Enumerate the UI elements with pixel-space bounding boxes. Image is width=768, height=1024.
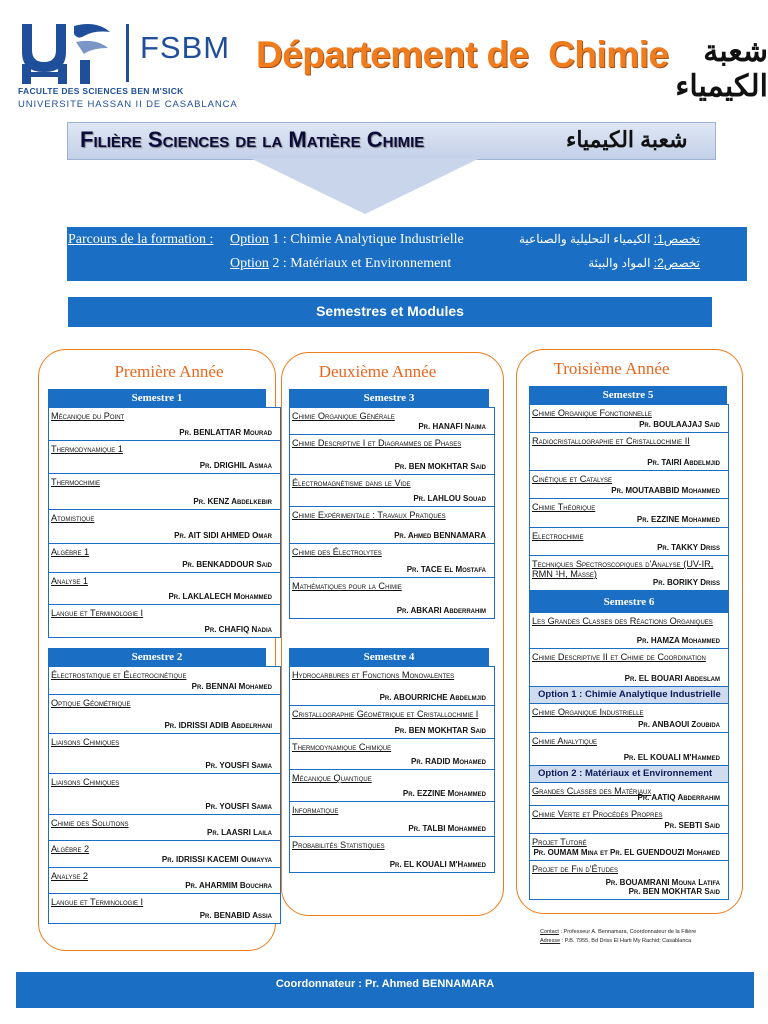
module-item — [290, 578, 494, 618]
option-1-label: Option 1 : Chimie Analytique Industrielle — [530, 687, 728, 704]
footer-coordinator: Coordonnateur : Pr. Ahmed BENNAMARA — [16, 972, 754, 1008]
module-name: Langue et Terminologie I — [51, 608, 144, 618]
module-professor: Pr. YOUSFI Samia — [205, 802, 272, 811]
module-professor: Pr. EZZINE Mohammed — [636, 515, 720, 524]
module-professor: Pr. EZZINE Mohammed — [402, 789, 486, 798]
module-name: Électromagnétisme dans le Vide — [292, 478, 411, 488]
module-item — [530, 556, 728, 591]
module-name: Cinétique et Catalyse — [532, 474, 613, 484]
module-professor: Pr. TAIRI Abdelmjid — [647, 458, 720, 467]
semestre-3-modules — [289, 407, 495, 619]
module-item — [530, 783, 728, 806]
module-name: Analyse 2 — [51, 871, 89, 881]
module-name: Mécanique du Point — [51, 411, 125, 421]
module-name: Radiocristallographie et Cristallochimie II — [532, 436, 690, 446]
semestre-4-header: Semestre 4 — [289, 648, 489, 667]
module-professor: Pr. BENLATTAR Mourad — [179, 428, 272, 437]
faculty-logo — [14, 18, 244, 113]
module-name: Chimie Verte et Procédés Propres — [532, 809, 663, 819]
university-name: UNIVERSITE HASSAN II DE CASABLANCA — [18, 99, 238, 110]
module-professor: Pr. OUMAM Mina et Pr. EL GUENDOUZI Mohamed — [533, 848, 720, 857]
address-label: Adresse — [540, 938, 561, 944]
module-item — [290, 706, 494, 739]
module-item — [290, 667, 494, 706]
module-item — [530, 433, 728, 471]
module-item — [290, 837, 494, 872]
module-professor: Pr. KENZ Abdelkebir — [193, 497, 272, 506]
contact-text: : Professeur A. Bennamara, Coordonnateur de la Filière — [558, 929, 697, 935]
module-item — [49, 441, 280, 474]
module-name: Chimie Descriptive II et Chimie de Coordination — [532, 652, 706, 662]
module-item — [49, 573, 280, 605]
semestre-3-header: Semestre 3 — [289, 389, 489, 408]
module-item — [49, 544, 280, 573]
module-professor: Pr. BOUAMRANI Mouna Latifa Pr. BEN MOKHTAR Said — [605, 878, 720, 896]
option-2-label: Option 2 : Matériaux et Environnement — [530, 766, 728, 783]
module-item — [290, 475, 494, 507]
module-professor: Pr. RADID Mohamed — [411, 757, 486, 766]
module-item — [530, 528, 728, 556]
year-1-title: Première Année — [114, 362, 224, 381]
module-professor: Pr. TAKKY Driss — [657, 543, 720, 552]
module-name: Hydrocarbures et Fonctions Monovalentes — [292, 670, 455, 680]
year-3-title: Troisième Année — [553, 359, 670, 378]
module-professor: Pr. ANBAOUI Zoubida — [638, 720, 720, 729]
option-1 — [230, 232, 464, 248]
module-professor: Pr. LAHLOU Souad — [413, 494, 486, 503]
module-name: Electrochimie — [532, 531, 584, 541]
option-1-ar-label: تخصص1: — [653, 232, 700, 246]
option-1-ar-text: الكيمياء التحليلية والصناعية — [519, 232, 654, 246]
module-name: Probabilités Statistiques — [292, 840, 385, 850]
year-2-title: Deuxième Année — [318, 362, 437, 381]
semestre-1-modules — [48, 407, 281, 638]
module-name: Langue et Terminologie I — [51, 897, 144, 907]
uh2-logo-icon — [18, 20, 118, 86]
module-professor: Pr. SEBTI Said — [664, 821, 720, 830]
module-item — [530, 704, 728, 733]
module-professor: Pr. LAKLALECH Mohammed — [168, 592, 272, 601]
module-name: Informatique — [292, 805, 339, 815]
option-2-ar-text: المواد والبيئة — [588, 256, 654, 270]
module-professor: Pr. TACE El Mostafa — [406, 565, 486, 574]
module-professor: Pr. BENNAI Mohamed — [191, 682, 272, 691]
module-item — [49, 474, 280, 510]
option-2-text: 2 : Matériaux et Environnement — [268, 256, 452, 271]
option-word: Option — [230, 232, 269, 247]
module-item — [49, 894, 280, 923]
contact-line — [540, 928, 696, 937]
module-item — [290, 770, 494, 802]
semestre-5-header: Semestre 5 — [529, 386, 727, 405]
module-name: Techniques Spectroscopiques d'Analyse (UV-IR, RMN ¹H, Masse) — [532, 559, 714, 579]
module-name: Électrostatique et Électrocinétique — [51, 670, 187, 680]
module-item — [49, 667, 280, 695]
semestre-4-modules — [289, 666, 495, 873]
module-name: Thermodynamique Chimique — [292, 742, 392, 752]
module-name: Chimie des Solutions — [51, 818, 129, 828]
module-item — [49, 734, 280, 774]
option-2 — [230, 256, 451, 272]
module-professor: Pr. DRIGHIL Asmaa — [199, 461, 272, 470]
semestre-1-header: Semestre 1 — [48, 389, 266, 408]
page-title-ar: شعبة الكيمياء — [566, 127, 688, 152]
module-professor: Pr. LAASRI Laila — [207, 828, 272, 837]
semestre-6-header: Semestre 6 — [530, 591, 728, 613]
module-professor: Pr. ABOURRICHE Abdelmjid — [379, 693, 486, 702]
module-item — [530, 471, 728, 499]
module-name: Analyse 1 — [51, 576, 89, 586]
module-name: Algèbre 2 — [51, 844, 90, 854]
module-name: Liaisons Chimiques — [51, 777, 120, 787]
module-name: Chimie Théorique — [532, 502, 596, 512]
module-professor: Pr. EL KOUALI M'Hammed — [623, 753, 720, 762]
module-professor: Pr. AATIQ Abderrahim — [637, 793, 720, 802]
module-item — [530, 649, 728, 687]
module-professor: Pr. AHARMIM Bouchra — [185, 881, 272, 890]
module-name: Algèbre 1 — [51, 547, 90, 557]
page-title: Filière Sciences de la Matière Chimie — [80, 127, 425, 152]
module-professor: Pr. BENKADDOUR Said — [182, 560, 272, 569]
module-name: Thermochimie — [51, 477, 100, 487]
contact-label: Contact — [540, 929, 559, 935]
module-professor: Pr. AIT SIDI AHMED Omar — [174, 531, 272, 540]
semestre-5-modules — [529, 404, 729, 900]
module-item — [530, 499, 728, 528]
down-arrow-icon — [250, 158, 480, 214]
module-name: Chimie Organique Industrielle — [532, 707, 644, 717]
module-professor: Pr. CHAFIQ Nadia — [204, 625, 272, 634]
module-name: Liaisons Chimiques — [51, 737, 120, 747]
module-item — [49, 774, 280, 815]
module-name: Les Grandes Classes des Réactions Organiques — [532, 616, 713, 626]
module-name: Mécanique Quantique — [292, 773, 372, 783]
module-item — [290, 802, 494, 837]
module-name: Optique Géométrique — [51, 698, 131, 708]
option-2-ar — [510, 256, 700, 270]
semestres-banner: Semestres et Modules — [68, 297, 712, 327]
module-professor: Pr. EL BOUARI Abdeslam — [624, 674, 720, 683]
module-item — [49, 841, 280, 868]
module-professor: Pr. MOUTAABBID Mohammed — [611, 486, 720, 495]
module-professor: Pr. BEN MOKHTAR Said — [394, 726, 486, 735]
module-name: Mathématiques pour la Chimie — [292, 581, 402, 591]
department-title: Département de Chimie — [256, 34, 669, 75]
module-item — [530, 806, 728, 834]
address-line — [540, 937, 696, 946]
module-professor: Pr. IDRISSI KACEMI Oumayya — [161, 855, 272, 864]
module-name: Chimie Descriptive I et Diagrammes de Phases — [292, 438, 462, 448]
department-title-ar: شعبة الكيمياء — [675, 35, 768, 103]
module-name: Chimie Expérimentale : Travaux Pratiques — [292, 510, 446, 520]
option-word: Option — [230, 256, 269, 271]
module-item — [290, 435, 494, 475]
module-professor: Pr. BENABID Assia — [199, 911, 272, 920]
contact-info — [540, 928, 696, 946]
module-professor: Pr. ABKARI Abderrahim — [396, 606, 486, 615]
module-item — [49, 695, 280, 734]
module-professor: Pr. YOUSFI Samia — [205, 761, 272, 770]
module-item — [290, 544, 494, 578]
module-item — [530, 861, 728, 899]
module-professor: Pr. TALBI Mohammed — [408, 824, 486, 833]
semestre-2-header: Semestre 2 — [48, 648, 266, 667]
module-professor: Pr. Ahmed BENNAMARA — [394, 531, 486, 540]
module-professor: Pr. HAMZA Mohammed — [636, 636, 720, 645]
module-name: Grandes Classes des Matériaux — [532, 786, 652, 796]
module-item — [49, 605, 280, 637]
module-item — [530, 613, 728, 649]
module-name: Chimie Organique Générale — [292, 411, 395, 421]
module-item — [290, 408, 494, 435]
module-name: Chimie Analytique — [532, 736, 598, 746]
module-item — [290, 739, 494, 770]
module-name: Thermodynamique 1 — [51, 444, 123, 454]
faculty-name: FACULTE DES SCIENCES BEN M'SICK — [18, 86, 184, 96]
module-item — [530, 405, 728, 433]
module-professor: Pr. BORIKY Driss — [652, 578, 720, 587]
fsbm-text: FSBM — [140, 30, 231, 65]
option-1-ar — [510, 232, 700, 246]
semestre-2-modules — [48, 666, 281, 924]
module-professor: Pr. EL KOUALI M'Hammed — [389, 860, 486, 869]
logo-divider — [126, 24, 129, 82]
option-2-ar-label: تخصص2: — [653, 256, 700, 270]
parcours-label: Parcours de la formation : — [68, 232, 214, 247]
module-name: Atomistique — [51, 513, 95, 523]
module-professor: Pr. BOULAAJAJ Said — [639, 420, 720, 429]
module-item — [49, 408, 280, 441]
module-item — [290, 507, 494, 544]
module-professor: Pr. BEN MOKHTAR Said — [394, 462, 486, 471]
module-professor: Pr. IDRISSI ADIB Abdelrhani — [164, 721, 272, 730]
module-name: Cristallographie Géométrique et Cristallochimie I — [292, 709, 479, 719]
module-item — [49, 868, 280, 894]
address-text: : P.B. 7955, Bd Driss El Harti My Rachid; Casablanca — [560, 938, 692, 944]
module-name: Projet de Fin d'Études — [532, 864, 618, 874]
module-item — [530, 733, 728, 766]
module-item — [530, 834, 728, 861]
module-item — [49, 510, 280, 544]
module-professor: Pr. HANAFI Naima — [418, 422, 486, 431]
module-name: Projet Tutoré — [532, 837, 587, 847]
module-item — [49, 815, 280, 841]
module-name: Chimie des Électrolytes — [292, 547, 382, 557]
module-name: Chimie Organique Fonctionnelle — [532, 408, 652, 418]
option-1-text: 1 : Chimie Analytique Industrielle — [268, 232, 464, 247]
